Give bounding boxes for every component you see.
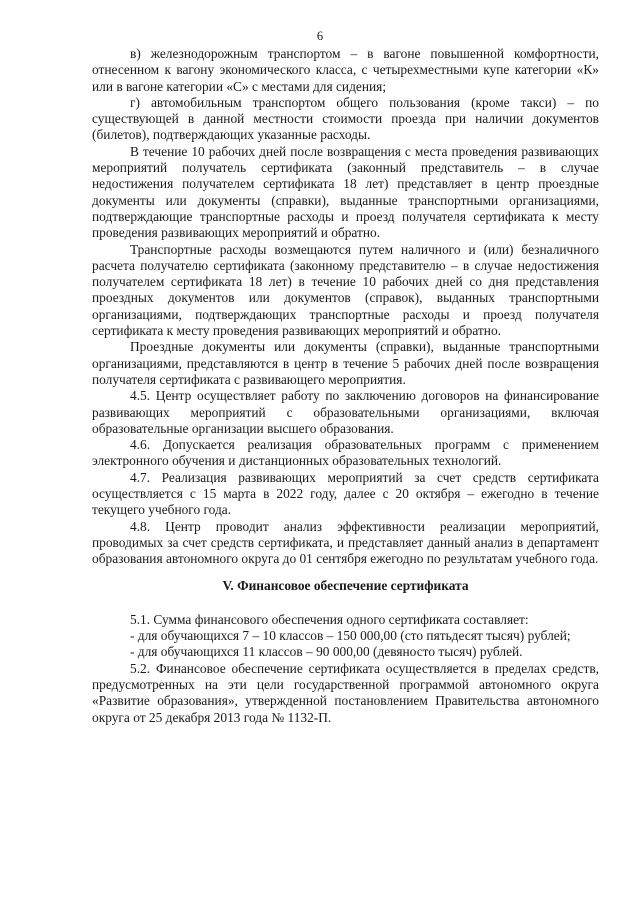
- paragraph-travel-documents: Проездные документы или документы (справки), выданные транспортными организациями, представляются в центр в течение 5 рабочих дней после возвращения получателя сертификата с развивающего мероприятия.: [92, 339, 599, 387]
- paragraph-4-5: 4.5. Центр осуществляет работу по заключению договоров на финансирование развивающих мероприятий с образовательными организациями, включая образовательные организации высшего образования.: [92, 388, 599, 436]
- paragraph-documents-submission: В течение 10 рабочих дней после возвращения с места проведения развивающих мероприятий получатель сертификата (законный представитель – в случае недостижения получателем сертификата 18 лет) представляет в центр проездные документы или документы (справки), выданные транспортными организациями, подтверждающие транспортные расходы и проезд получателя сертификата к месту проведения развивающих мероприятий и обратно.: [92, 143, 599, 241]
- paragraph-4-8: 4.8. Центр проводит анализ эффективности реализации мероприятий, проводимых за счет средств сертификата, и представляет данный анализ в департамент образования автономного округа до 01 сентября ежегодно по результатам учебного года.: [92, 518, 599, 567]
- paragraph-4-7: 4.7. Реализация развивающих мероприятий за счет средств сертификата осуществляется с 15 марта в 2022 году, далее с 20 октября – ежегодно в течение текущего учебного года.: [92, 469, 599, 518]
- paragraph-expense-reimbursement: Транспортные расходы возмещаются путем наличного и (или) безналичного расчета получателю сертификата (законному представителю – в случае недостижения получателем сертификата 18 лет) в течение 10 рабочих дней со дня представления проездных документов или документов (справок), выданных транспортными организациями, подтверждающих транспортные расходы и проезд получателя сертификата к месту проведения развивающих мероприятий и обратно.: [92, 241, 599, 339]
- section-title: V. Финансовое обеспечение сертификата: [222, 577, 469, 593]
- paragraph-5-1: 5.1. Сумма финансового обеспечения одного сертификата составляет:: [130, 611, 529, 627]
- paragraph-4-6: 4.6. Допускается реализация образовательных программ с применением электронного обучения и дистанционных образовательных технологий.: [92, 437, 599, 469]
- paragraph-road-transport: г) автомобильным транспортом общего пользования (кроме такси) – по существующей в данной местности стоимости проезда при наличии документов (билетов), подтверждающих указанные расходы.: [92, 94, 599, 143]
- page-number: 6: [316, 29, 324, 43]
- paragraph-rail-transport: в) железнодорожным транспортом – в вагоне повышенной комфортности, отнесенном к вагону экономического класса, с четырехместными купе категории «К» или в вагоне категории «С» с местами для сидения;: [92, 46, 599, 94]
- paragraph-5-2: 5.2. Финансовое обеспечение сертификата осуществляется в пределах средств, предусмотренных на эти цели государственной программой автономного округа «Развитие образования», утвержденной постановлением Правительства автономного округа от 25 декабря 2013 года № 1132-П.: [92, 660, 599, 725]
- document-body: [92, 46, 599, 726]
- paragraph-grades-7-10: - для обучающихся 7 – 10 классов – 150 000,00 (сто пятьдесят тысяч) рублей;: [130, 628, 571, 644]
- paragraph-grade-11: - для обучающихся 11 классов – 90 000,00 (девяносто тысяч) рублей.: [130, 644, 523, 660]
